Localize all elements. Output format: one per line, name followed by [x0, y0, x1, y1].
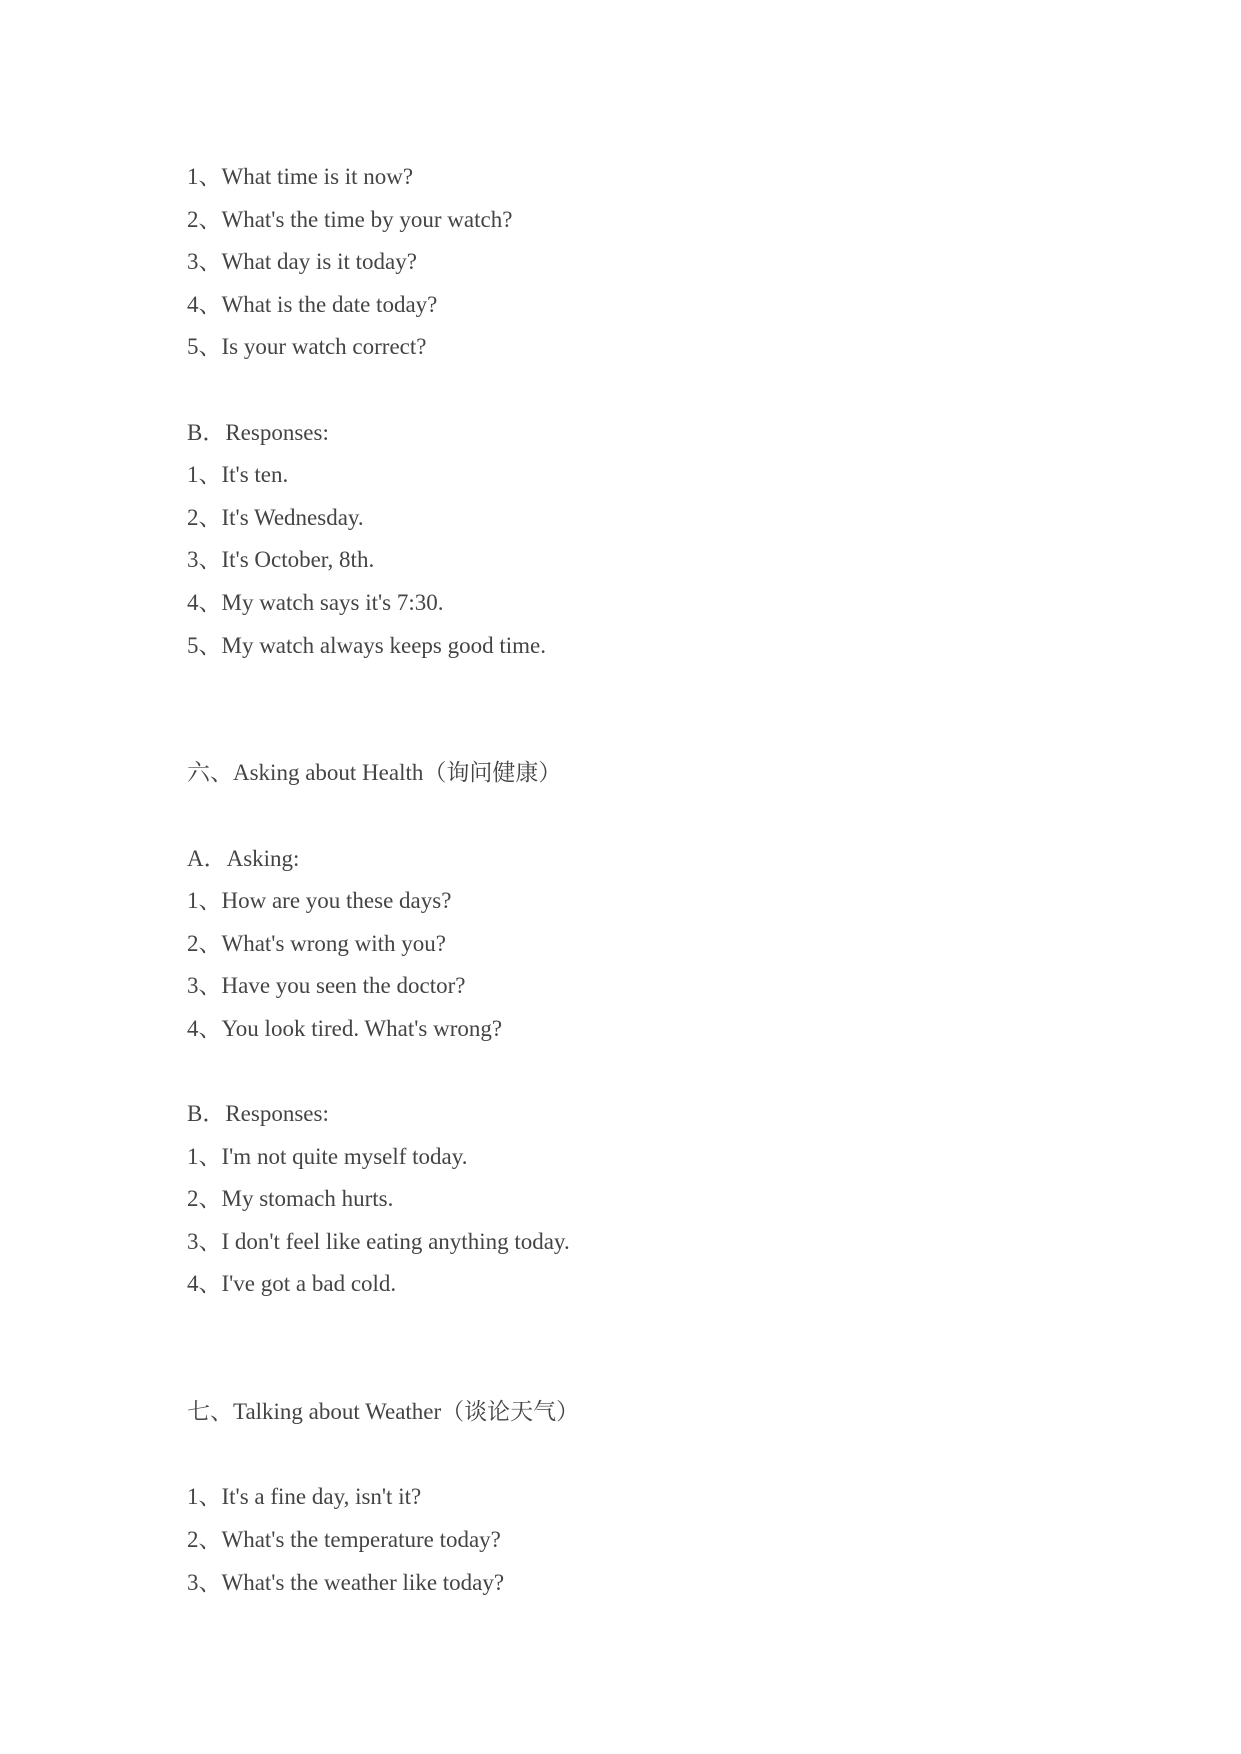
spacer [187, 1434, 1087, 1477]
spacer [187, 1050, 1087, 1093]
spacer [187, 667, 1087, 752]
document-body [187, 156, 1087, 1604]
list-item: 2、It's Wednesday. [187, 504, 364, 530]
list-item: 3、What day is it today? [187, 249, 417, 275]
list-item: 2、What's the time by your watch? [187, 206, 513, 232]
health-asking-list [187, 880, 1087, 1050]
list-item: 5、My watch always keeps good time. [187, 632, 546, 658]
list-item: 3、It's October, 8th. [187, 547, 375, 573]
list-item: 3、Have you seen the doctor? [187, 973, 466, 999]
list-item: 1、What time is it now? [187, 164, 414, 189]
health-responses-heading: B．Responses: [187, 1101, 329, 1127]
list-item: 1、How are you these days? [187, 888, 452, 914]
list-item: 2、What's the temperature today? [187, 1527, 501, 1552]
list-item: 4、I've got a bad cold. [187, 1271, 397, 1297]
list-item: 1、I'm not quite myself today. [187, 1143, 468, 1169]
list-item: 2、My stomach hurts. [187, 1186, 394, 1212]
spacer [187, 1306, 1087, 1391]
list-item: 5、Is your watch correct? [187, 334, 427, 360]
health-responses-list [187, 1136, 1087, 1306]
section-heading-health: 六、Asking about Health（询问健康） [187, 760, 562, 786]
spacer [187, 795, 1087, 838]
section-heading-weather: 七、Talking about Weather（谈论天气） [187, 1399, 580, 1425]
list-item: 1、It's ten. [187, 462, 289, 488]
list-item: 1、It's a fine day, isn't it? [187, 1484, 422, 1510]
spacer [187, 369, 1087, 412]
weather-list [187, 1476, 1087, 1604]
time-responses-heading: B．Responses: [187, 419, 329, 445]
health-asking-heading: A．Asking: [187, 845, 300, 871]
time-responses-list [187, 454, 1087, 667]
list-item: 3、I don't feel like eating anything today. [187, 1228, 570, 1254]
time-questions-list [187, 156, 1087, 369]
list-item: 3、What's the weather like today? [187, 1569, 505, 1595]
list-item: 4、You look tired. What's wrong? [187, 1015, 503, 1041]
list-item: 2、What's wrong with you? [187, 930, 447, 956]
list-item: 4、My watch says it's 7:30. [187, 589, 444, 615]
list-item: 4、What is the date today? [187, 291, 438, 317]
